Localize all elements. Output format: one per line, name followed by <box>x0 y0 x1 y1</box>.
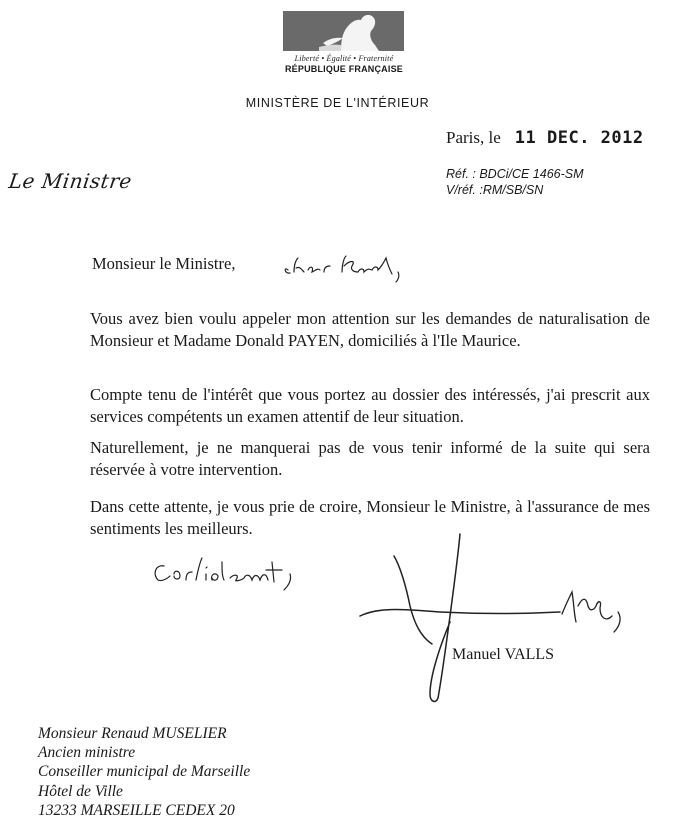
republique-francaise-text: RÉPUBLIQUE FRANÇAISE <box>284 64 403 74</box>
paragraph-1: Vous avez bien voulu appeler mon attention sur les demandes de naturalisation de Monsieur et Madame Donald PAYEN, domiciliés à l'Ile Maurice. <box>90 309 650 350</box>
place-date <box>446 128 644 148</box>
sender-title: Le Ministre <box>7 169 134 193</box>
addressee-line: Monsieur Renaud MUSELIER <box>38 725 227 742</box>
paragraph-2: Compte tenu de l'intérêt que vous portez au dossier des intéressés, j'ai prescrit aux services compétents un examen attentif de leur situation. <box>90 385 650 426</box>
date-stamp: 11 DEC. 2012 <box>514 128 644 148</box>
marianne-flag-icon <box>283 11 404 51</box>
motto-text: Liberté • Égalité • Fraternité <box>294 54 394 63</box>
handwritten-closing <box>150 552 340 602</box>
signer-name: Manuel VALLS <box>452 646 555 663</box>
addressee-line: 13233 MARSEILLE CEDEX 20 <box>38 801 235 819</box>
references-block <box>446 166 584 198</box>
addressee-line: Hôtel de Ville <box>38 782 123 800</box>
addressee-block <box>38 724 250 820</box>
paragraph-4: Dans cette attente, je vous prie de croire, Monsieur le Ministre, à l'assurance de mes sentiments les meilleurs. <box>90 497 650 538</box>
paragraph-3: Naturellement, je ne manquerai pas de vous tenir informé de la suite qui sera réservée à votre intervention. <box>90 438 650 479</box>
signature <box>350 526 640 706</box>
marianne-logo <box>283 11 405 79</box>
reference-line: Réf. : BDCi/CE 1466-SM <box>446 167 584 181</box>
handwritten-greeting <box>280 248 420 284</box>
addressee-line: Conseiller municipal de Marseille <box>38 763 251 781</box>
place-label: Paris, le <box>446 128 501 147</box>
your-reference-line: V/réf. :RM/SB/SN <box>446 183 544 197</box>
salutation: Monsieur le Ministre, <box>92 254 236 273</box>
addressee-line: Ancien ministre <box>38 744 136 762</box>
ministry-name: MINISTÈRE DE L'INTÉRIEUR <box>245 96 430 110</box>
